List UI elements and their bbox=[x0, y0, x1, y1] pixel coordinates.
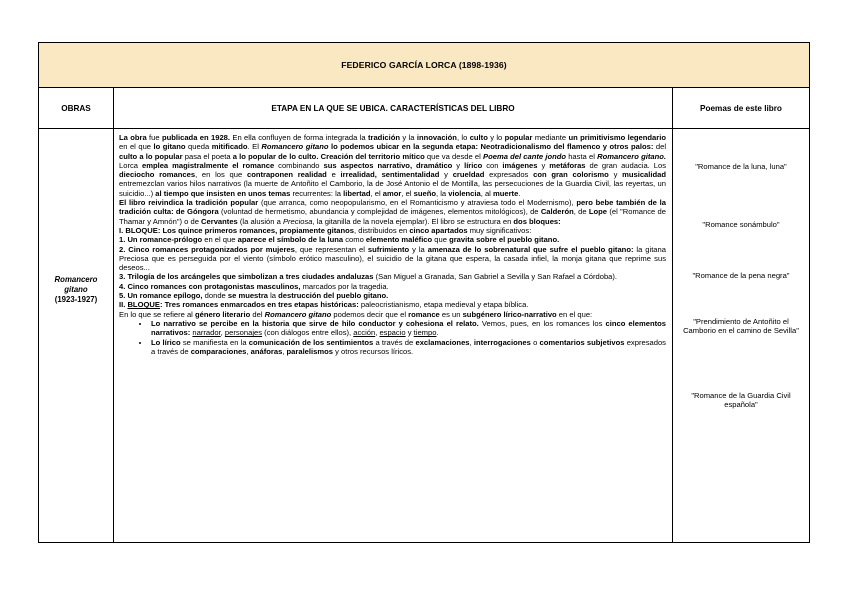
book-description-cell bbox=[114, 129, 673, 542]
paragraph: 1. Un romance-prólogo en el que aparece el símbolo de la luna como elemento maléfico que gravita sobre el pueblo gitano. bbox=[119, 235, 560, 245]
column-header-etapa: ETAPA EN LA QUE SE UBICA. CARACTERÍSTICAS DEL LIBRO bbox=[114, 88, 673, 128]
poem-title: "Romance de la Guardia Civil española" bbox=[691, 390, 791, 409]
paragraph: La obra fue publicada en 1928. En ella confluyen de forma integrada la tradición y la innovación, lo culto y lo popular mediante un primitivismo legendario en el que lo gitano queda mitificado. El Romancero gitano lo podemos ubicar en la segunda etapa: Neotradicionalismo del flamenco y otros palos: del culto a lo popular pasa el poeta a lo popular de lo culto. Creación del territorio mítico que va desde el Poema del cante jondo hasta el Romancero gitano. Lorca emplea magistralmente el romance combinando sus aspectos narrativo, dramático y lírico con imágenes y metáforas de gran audacia. Los dieciocho romances, en los que contraponen realidad e irrealidad, sentimentalidad y crueldad expresados con gran colorismo y musicalidad entremezclan varios hilos narrativos (la muerte de Antoñito el Camborio, la de José Antonio el de Montilla, las persecuciones de la Guardia Civil, las reyertas, un suicidio...) al tiempo que insisten en unos temas recurrentes: la libertad, el amor, el sueño, la violencia, al muerte. bbox=[119, 133, 667, 198]
column-header-obras: OBRAS bbox=[39, 88, 114, 128]
content-row bbox=[39, 129, 809, 542]
paragraph: 3. Trilogía de los arcángeles que simbolizan a tres ciudades andaluzas (San Miguel a Granada, San Gabriel a Sevilla y San Rafael a Córdoba). bbox=[119, 272, 618, 282]
column-header-row bbox=[39, 88, 809, 129]
lorca-table bbox=[38, 42, 810, 543]
work-title: Romancero gitano bbox=[54, 274, 98, 294]
paragraph: 2. Cinco romances protagonizados por mujeres, que representan el sufrimiento y la amenaza de lo sobrenatural que sufre el pueblo gitano: la gitana Preciosa que es perseguida por el viento (símbolo erótico masculino), el suicidio de la gitana que espera, la casada infiel, la monja gitana que reprime sus deseos... bbox=[119, 244, 666, 273]
poem-title: "Romance de la pena negra" bbox=[692, 271, 790, 280]
poems-list-cell bbox=[673, 129, 809, 542]
work-title-cell bbox=[39, 129, 114, 542]
paragraph: En lo que se refiere al género literario del Romancero gitano podemos decir que el romance es un subgénero lírico-narrativo en el que: bbox=[119, 309, 593, 319]
poem-title: "Prendimiento de Antoñito el Camborio en el camino de Sevilla" bbox=[683, 316, 799, 335]
paragraph: 5. Un romance epílogo, donde se muestra la destrucción del pueblo gitano. bbox=[119, 291, 389, 301]
bullet-item: Lo narrativo se percibe en la historia que sirve de hilo conductor y cohesiona el relato. Vemos, pues, en los romances los cinco elementos narrativos: narrador, personajes (con diálogos entre ellos), acción, espacio y tiempo. bbox=[151, 318, 666, 338]
paragraph: 4. Cinco romances con protagonistas masculinos, marcados por la tragedia. bbox=[119, 281, 389, 291]
author-title: FEDERICO GARCÍA LORCA (1898-1936) bbox=[341, 60, 507, 70]
work-years: (1923-1927) bbox=[54, 294, 98, 304]
paragraph: I. BLOQUE: Los quince primeros romances, propiamente gitanos, distribuidos en cinco apartados muy significativos: bbox=[119, 225, 532, 235]
table-title-row bbox=[39, 43, 809, 88]
paragraph: El libro reivindica la tradición popular (que arranca, como neopopularismo, en el Romanticismo y atraviesa todo el Modernismo), pero bebe también de la tradición culta: de Góngora (voluntad de hermetismo, abundancia y complejidad de imágenes, elementos mitológicos), de Calderón, de Lope (el "Romance de Thamar y Amnón") o de Cervantes (la alusión a Preciosa, la gitanilla de la novela ejemplar). El libro se estructura en dos bloques: bbox=[119, 198, 666, 226]
bullet-item: Lo lírico se manifiesta en la comunicación de los sentimientos a través de exclamaciones, interrogaciones o comentarios subjetivos expresados a través de comparaciones, anáforas, paralelismos y otros recursos líricos. bbox=[151, 337, 666, 356]
poem-title: "Romance de la luna, luna" bbox=[695, 162, 787, 171]
column-header-poemas: Poemas de este libro bbox=[700, 103, 782, 113]
paragraph: II. BLOQUE: Tres romances enmarcados en tres etapas históricas: paleocristianismo, etapa medieval y etapa bíblica. bbox=[119, 300, 529, 310]
poem-title: "Romance sonámbulo" bbox=[702, 219, 780, 229]
